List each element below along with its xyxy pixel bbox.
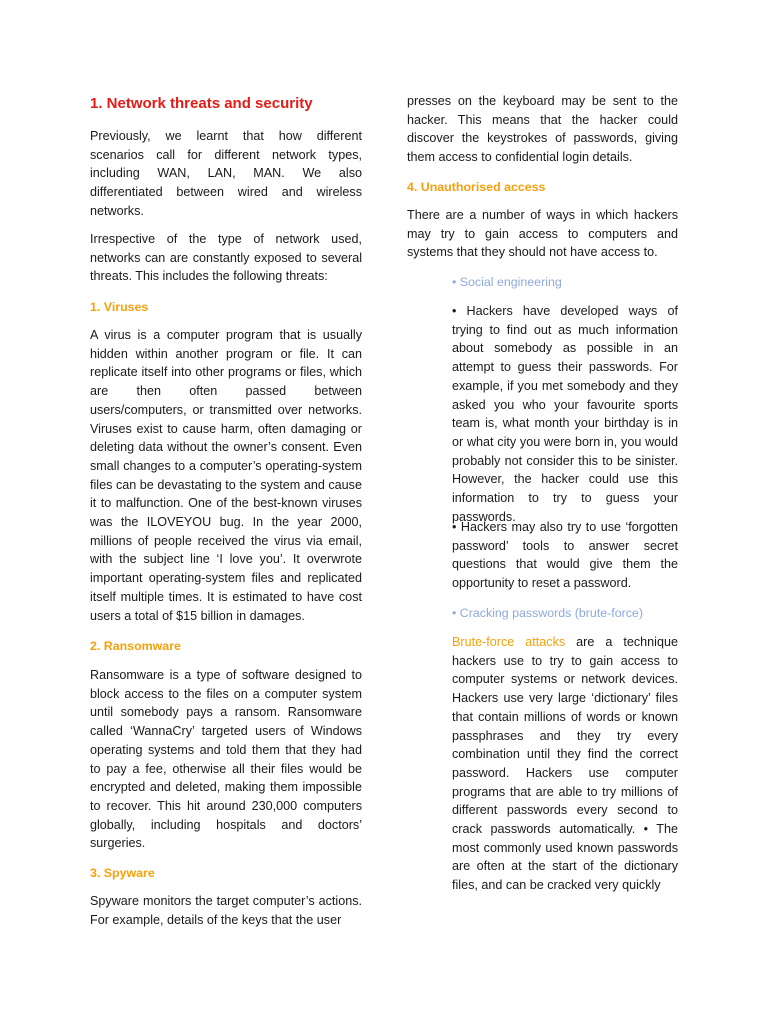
spyware-paragraph-continued: presses on the keyboard may be sent to the hacker. This means that the hacker could discover the keystrokes of passwords, giving them access to confidential login details. [407, 94, 678, 165]
bullet-heading-social-engineering: • Social engineering [452, 275, 562, 289]
bullet-heading-cracking-passwords: • Cracking passwords (brute-force) [452, 606, 643, 620]
unauthorised-access-paragraph: There are a number of ways in which hackers may try to gain access to computers and systems that they should not have access to. [407, 208, 678, 260]
intro-paragraph-1: Previously, we learnt that how different scenarios call for different network types, including WAN, LAN, MAN. We also differentiated between wired and wireless networks. [90, 129, 362, 218]
page-title: 1. Network threats and security [90, 95, 313, 112]
ransomware-paragraph: Ransomware is a type of software designed to block access to the files on a computer system until somebody pays a ransom. Ransomware called ‘WannaCry’ targeted users of Windows operating systems and told them that they had to pay a fee, otherwise all their files would be encrypted and deleted, making them impossible to recover. This hit around 230,000 computers globally, including hospitals and doctors’ surgeries. [90, 668, 362, 851]
social-engineering-paragraph-2: • Hackers may also try to use ‘forgotten password’ tools to answer secret questions that would give them the opportunity to reset a password. [452, 520, 678, 591]
social-engineering-paragraph-1: • Hackers have developed ways of trying to find out as much information about somebody as possible in an attempt to guess their passwords. For example, if you met somebody and they asked you who your favourite sports team is, what month your birthday is in or what city you were born in, you would probably not consider this to be sinister. However, the hacker could use this information to try to guess your passwords. [452, 304, 678, 524]
brute-force-term: Brute-force attacks [452, 635, 566, 649]
brute-force-text: are a technique hackers use to try to gain access to computer systems or network devices. Hackers use very large ‘dictionary’ files that contain millions of words or known passphrases and they try every combination until they find the correct password. Hackers use computer programs that are able to try millions of different passwords every second to crack passwords automatically. • The most commonly used known passwords are often at the start of the dictionary files, and can be cracked very quickly [452, 635, 678, 893]
brute-force-paragraph [452, 633, 678, 895]
heading-unauthorised-access: 4. Unauthorised access [407, 180, 546, 194]
intro-paragraph-2: Irrespective of the type of network used, networks can are constantly exposed to several threats. This includes the following threats: [90, 232, 362, 284]
heading-ransomware: 2. Ransomware [90, 639, 181, 653]
heading-viruses: 1. Viruses [90, 300, 149, 314]
viruses-paragraph: A virus is a computer program that is usually hidden within another program or file. It can replicate itself into other programs or files, which are then often passed between users/computers, or transmitted over networks. Viruses exist to cause harm, often damaging or deleting data without the owner’s consent. Even small changes to a computer’s operating-system files can be devastating to the system and cause it to malfunction. One of the best-known viruses was the ILOVEYOU bug. In the year 2000, millions of people received the virus via email, with the subject line ‘I love you’. It overwrote important operating-system files and replicated itself multiple times. It is estimated to have cost users a total of $15 billion in damages. [90, 328, 362, 623]
heading-spyware: 3. Spyware [90, 866, 155, 880]
spyware-paragraph: Spyware monitors the target computer’s actions. For example, details of the keys that the user [90, 894, 362, 927]
